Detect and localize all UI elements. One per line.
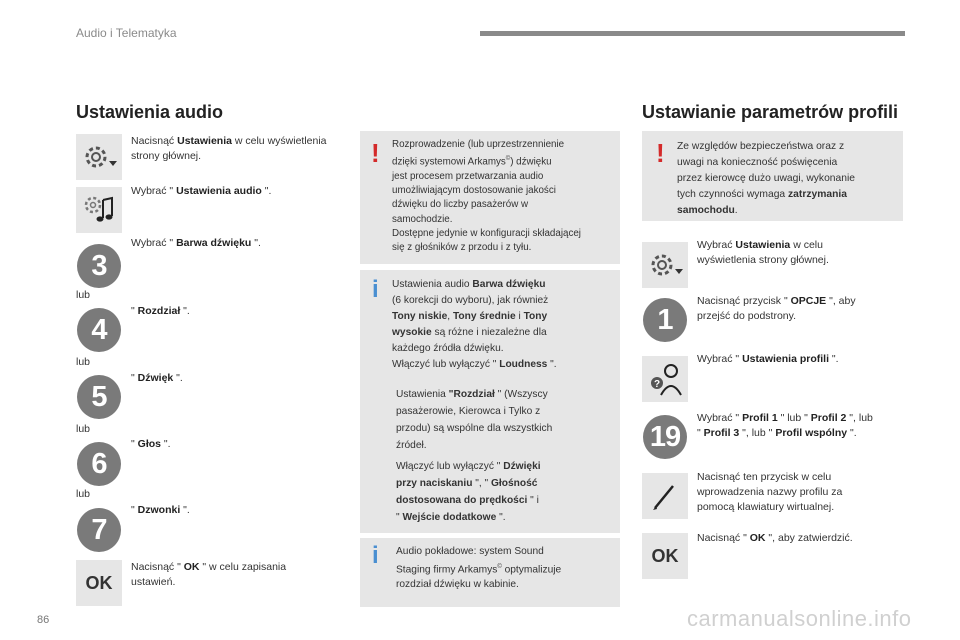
step-number-1: 1 [643, 298, 687, 342]
warning-icon: ! [656, 138, 665, 168]
settings-gear-icon [76, 134, 122, 180]
lub-label: lub [76, 289, 91, 301]
lub-label: lub [76, 356, 91, 368]
header-bar [480, 31, 905, 36]
step-number-5: 5 [77, 375, 121, 419]
right-step-3: Wybrać " Ustawienia profili ". [697, 353, 839, 365]
left-section-title: Ustawienia audio [76, 102, 224, 122]
ok-button-icon: OK [642, 533, 688, 579]
ok-button-icon: OK [76, 560, 122, 606]
left-step-4: " Rozdział ". [131, 305, 190, 317]
left-step-8: Nacisnąć " OK " w celu zapisania ustawień. [131, 561, 287, 588]
step-number-7: 7 [77, 508, 121, 552]
watermark: carmanualsonline.info [687, 606, 912, 631]
right-step-6: Nacisnąć " OK ", aby zatwierdzić. [697, 532, 853, 544]
info-icon: i [372, 276, 379, 303]
pencil-icon [642, 473, 688, 519]
warning-text-arkamys: Rozprowadzenie (lub uprzestrzennienie dzięki systemowi Arkamys©) dźwięku jest procesem przetwarzania audio umożliwiającym dostosowanie jakości dźwięku do liczby pasażerów w samochodzie. Dostępne jedynie w konfiguracji składającej się z głośników z przodu i z tyłu. [392, 139, 581, 254]
left-step-7: " Dzwonki ". [131, 504, 190, 516]
step-number-6: 6 [77, 442, 121, 486]
step-number-19: 19 [643, 415, 687, 459]
page-number: 86 [37, 614, 50, 626]
right-step-5: Nacisnąć ten przycisk w celu wprowadzenia nazwy profilu za pomocą klawiatury wirtualnej. [697, 471, 843, 513]
info-icon: i [372, 542, 379, 569]
right-step-1: Wybrać Ustawienia w celu wyświetlenia strony głównej. [697, 239, 829, 266]
info-text-key-sounds: Włączyć lub wyłączyć " Dźwięki przy naciskaniu ", " Głośność dostosowana do prędkości " i " Wejście dodatkowe ". [396, 461, 541, 523]
right-step-2: Nacisnąć przycisk " OPCJE ", aby przejść do podstrony. [697, 295, 856, 322]
profile-icon [642, 356, 688, 402]
left-step-1: Nacisnąć Ustawienia w celu wyświetlenia strony głównej. [131, 135, 327, 162]
left-step-6: " Głos ". [131, 438, 171, 450]
left-step-3: Wybrać " Barwa dźwięku ". [131, 237, 261, 249]
left-step-5: " Dźwięk ". [131, 372, 183, 384]
step-number-4: 4 [77, 308, 121, 352]
warning-icon: ! [371, 138, 380, 168]
right-step-4: Wybrać " Profil 1 " lub " Profil 2 ", lub " Profil 3 ", lub " Profil wspólny ". [697, 412, 873, 439]
info-text-tone: Ustawienia audio Barwa dźwięku (6 korekcji do wyboru), jak również Tony niskie, Tony średnie i Tony wysokie są różne i niezależne dla każdego źródła dźwięku. Włączyć lub wyłączyć " Loudness ". [392, 279, 557, 370]
info-text-sound-staging: Audio pokładowe: system Sound Staging firmy Arkamys© optymalizuje rozdział dźwięku w kabinie. [396, 546, 562, 591]
step-number-3: 3 [77, 244, 121, 288]
audio-settings-icon [76, 187, 122, 233]
svg-text:?: ? [654, 379, 661, 390]
settings-gear-icon [642, 242, 688, 288]
left-step-2: Wybrać " Ustawienia audio ". [131, 185, 272, 197]
warning-text-safety: Ze względów bezpieczeństwa oraz z uwagi na konieczność poświęcenia przez kierowcę dużo uwagi, wykonanie tych czynności wymaga zatrzymania samochodu. [677, 141, 855, 216]
section-header: Audio i Telematyka [76, 26, 177, 40]
info-text-distribution: Ustawienia "Rozdział " (Wszyscy pasażerowie, Kierowca i Tylko z przodu) są wspólne dla wszystkich źródeł. [396, 389, 553, 451]
lub-label: lub [76, 423, 91, 435]
right-section-title: Ustawianie parametrów profili [642, 102, 899, 122]
lub-label: lub [76, 488, 91, 500]
